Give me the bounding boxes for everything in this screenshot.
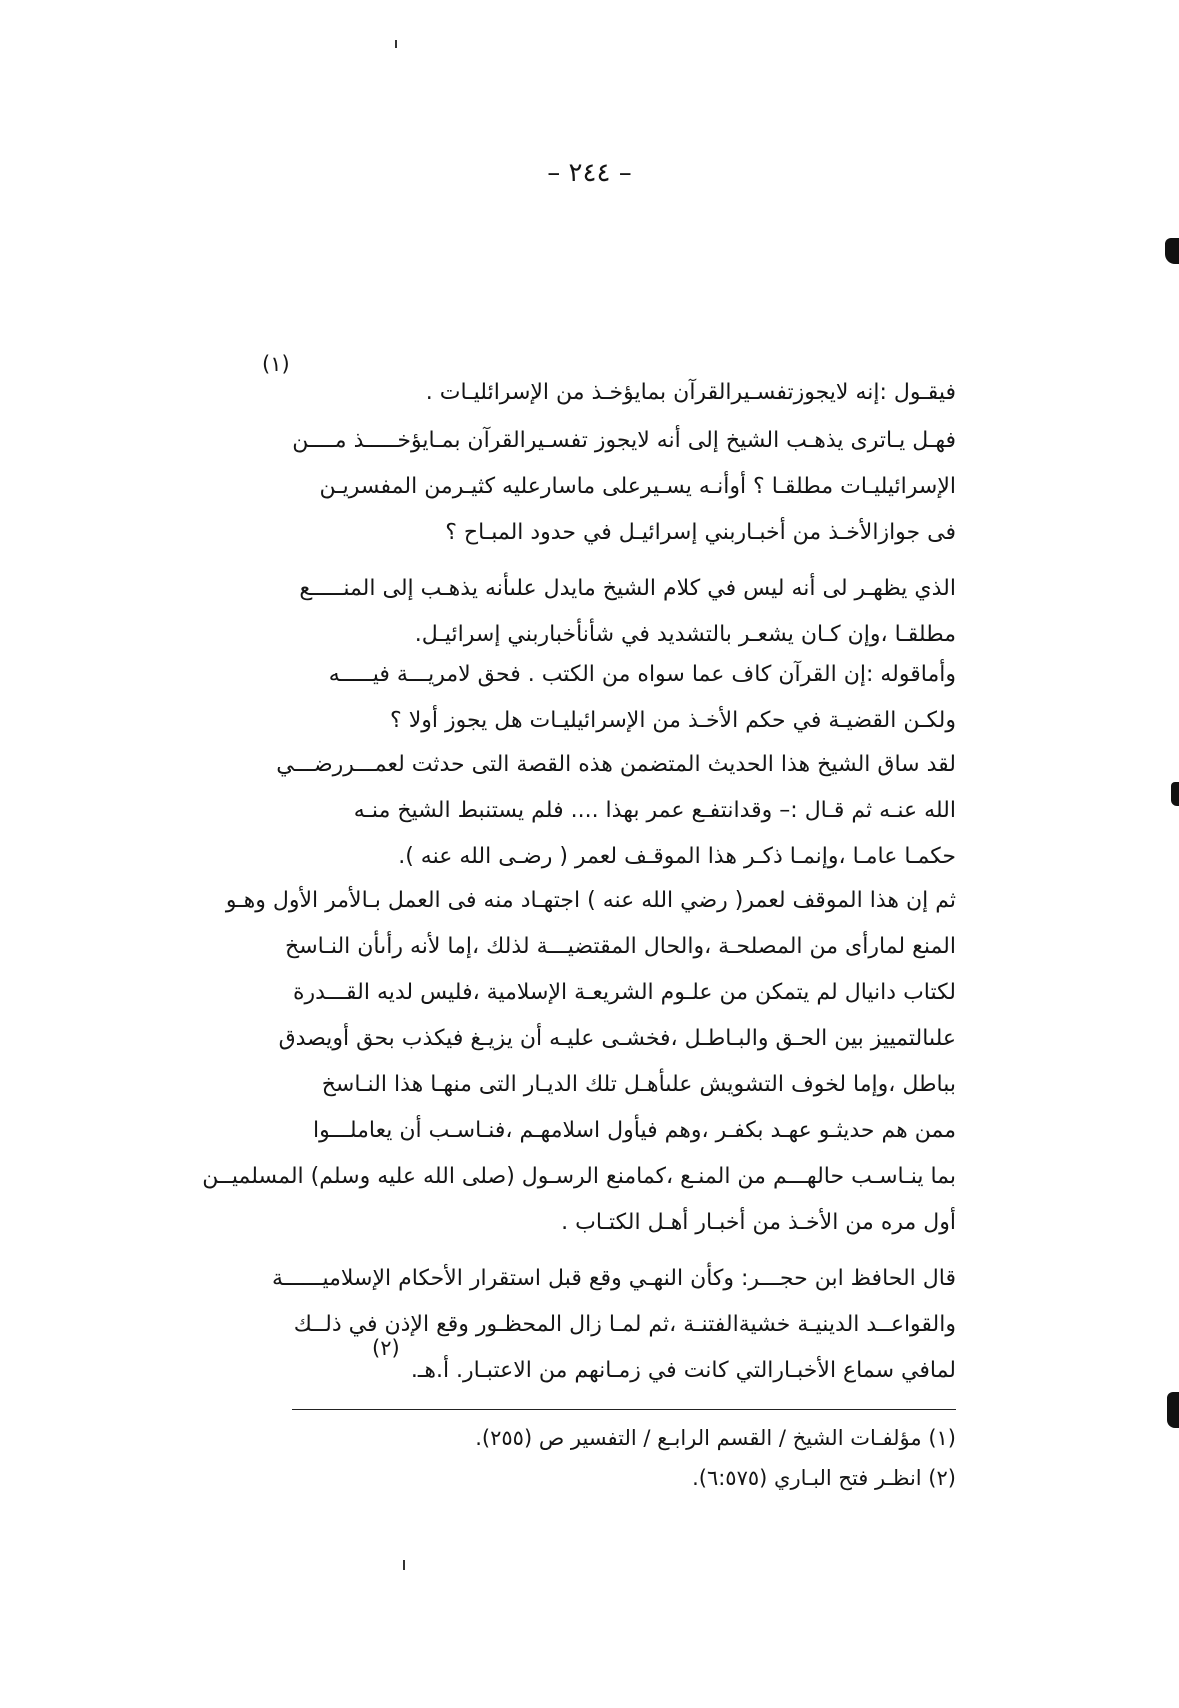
text-line: الله عنـه ثم قـال :– وقدانتفـع عمر بهذا .... فلم يستنبط الشيخ منـه (353, 798, 956, 823)
text-line: الذي يظهـر لى أنه ليس في كلام الشيخ مايدل علىأنه يذهـب إلى المنـــــع (299, 576, 956, 601)
text-line: المنع لمارأى من المصلحـة ،والحال المقتضيـــة لذلك ،إما لأنه رأىأن النـاسخ (285, 934, 956, 959)
text-line: ثم إن هذا الموقف لعمر( رضي الله عنه ) اجتهـاد منه فى العمل بـالأمر الأول وهـو (225, 888, 956, 913)
text-line: ممن هم حديثـو عهـد بكفـر ،وهم فيأول اسلامهـم ،فنـاسـب أن يعاملـــوا (313, 1118, 956, 1143)
text-line: لمافي سماع الأخبـارالتي كانت في زمـانهم من الاعتبـار. أ.هـ. (410, 1358, 956, 1383)
text-line: علىالتمييز بين الحـق والبـاطـل ،فخشـى عليـه أن يزيـغ فيكذب بحق أويصدق (278, 1026, 956, 1051)
paragraph-1 (96, 370, 956, 416)
paragraph-4 (96, 652, 956, 744)
footnote-2: (٢) انظـر فتح البـاري (٦:٥٧٥). (692, 1466, 956, 1490)
text-line: فيقـول :إنه لايجوزتفسـيرالقرآن بمايؤخـذ من الإسرائليـات . (425, 380, 956, 405)
footnote-marker-2: (٢) (372, 1336, 400, 1360)
text-line: بباطل ،وإما لخوف التشويش علىأهـل تلك الديـار التى منهـا هذا النـاسخ (321, 1072, 956, 1097)
paragraph-3 (96, 566, 956, 658)
text-line: لقد ساق الشيخ هذا الحديث المتضمن هذه القصة التى حدثت لعمـــررضـــي (276, 752, 956, 777)
text-line: لكتاب دانيال لم يتمكن من علـوم الشريعـة الإسلامية ،فليس لديه القـــدرة (292, 980, 956, 1005)
paragraph-7 (96, 1256, 956, 1394)
footnote-marker-1: (١) (262, 352, 290, 376)
text-line: والقواعــد الدينيـة خشيةالفتنـة ،ثم لمـا زال المحظـور وقع الإذن في ذلــك (293, 1312, 956, 1337)
scan-edge-mark (1165, 238, 1179, 264)
scan-speck (403, 1560, 405, 1570)
text-line: وأماقوله :إن القرآن كاف عما سواه من الكتب . فحق لامريـــة فيـــــه (328, 662, 956, 687)
text-line: مطلقـا ،وإن كـان يشعـر بالتشديد في شأنأخباربني إسرائيـل. (414, 622, 956, 647)
text-line: فهـل يـاترى يذهـب الشيخ إلى أنه لايجوز تفسـيرالقرآن بمـايؤخـــــذ مــــن (292, 428, 956, 453)
scan-edge-mark (1171, 782, 1179, 806)
text-line: قال الحافظ ابن حجـــر: وكأن النهـي وقع قبل استقرار الأحكام الإسلاميــــــة (272, 1266, 956, 1291)
text-line: ولكـن القضيـة في حكم الأخـذ من الإسرائيليـات هل يجوز أولا ؟ (390, 708, 956, 733)
scan-speck (395, 40, 397, 48)
paragraph-6 (96, 878, 956, 1246)
text-line: الإسرائيليـات مطلقـا ؟ أوأنـه يسـيرعلى ماسارعليه كثيـرمن المفسريـن (319, 474, 956, 499)
footnote-1: (١) مؤلفـات الشيخ / القسم الرابـع / التفسير ص (٢٥٥). (475, 1426, 956, 1450)
paragraph-5 (96, 742, 956, 880)
text-line: حكمـا عامـا ،وإنمـا ذكـر هذا الموقـف لعمر ( رضـى الله عنه ). (398, 844, 956, 869)
footnotes (300, 1418, 956, 1498)
text-line: بما ينـاسـب حالهـــم من المنـع ،كمامنع الرسـول (صلى الله عليه وسلم) المسلميــن (202, 1164, 956, 1189)
text-line: فى جوازالأخـذ من أخبـاربني إسرائيـل في حدود المبـاح ؟ (445, 520, 956, 545)
footnote-separator (292, 1409, 956, 1410)
paragraph-2 (96, 418, 956, 556)
scan-edge-mark (1167, 1392, 1179, 1428)
text-line: أول مره من الأخـذ من أخبـار أهـل الكتـاب . (561, 1210, 956, 1235)
page-number: – ٢٤٤ – (547, 158, 632, 188)
